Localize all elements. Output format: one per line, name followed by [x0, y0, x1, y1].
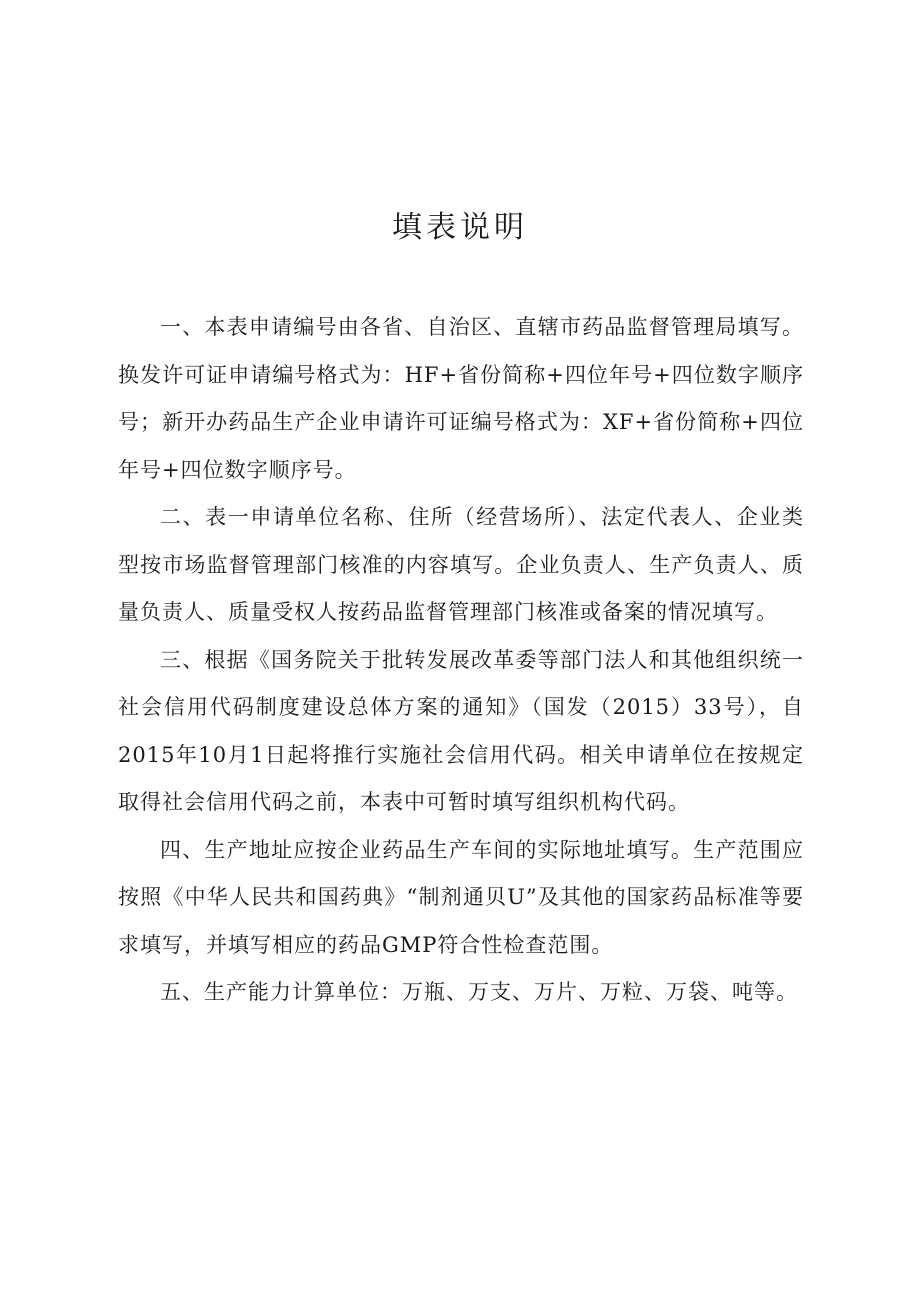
paragraph-3: 三、根据《国务院关于批转发展改革委等部门法人和其他组织统一社会信用代码制度建设总体方案的通知》（国发（2015）33号），自2015年10月1日起将推行实施社会信用代码。相关申请单位在按规定取得社会信用代码之前，本表中可暂时填写组织机构代码。	[118, 647, 804, 814]
document-body	[118, 304, 804, 1017]
paragraph-4: 四、生产地址应按企业药品生产车间的实际地址填写。生产范围应按照《中华人民共和国药典》“制剂通贝U”及其他的国家药品标准等要求填写，并填写相应的药品GMP符合性检查范围。	[118, 837, 804, 957]
paragraph-2: 二、表一申请单位名称、住所（经营场所）、法定代表人、企业类型按市场监督管理部门核准的内容填写。企业负责人、生产负责人、质量负责人、质量受权人按药品监督管理部门核准或备案的情况填写。	[118, 505, 804, 624]
paragraph-1: 一、本表申请编号由各省、自治区、直辖市药品监督管理局填写。换发许可证申请编号格式为：HF+省份简称+四位年号+四位数字顺序号；新开办药品生产企业申请许可证编号格式为：XF+省份简称+四位年号+四位数字顺序号。	[118, 315, 804, 482]
document-title: 填表说明	[392, 210, 528, 245]
paragraph-5: 五、生产能力计算单位：万瓶、万支、万片、万粒、万袋、吨等。	[160, 980, 798, 1004]
